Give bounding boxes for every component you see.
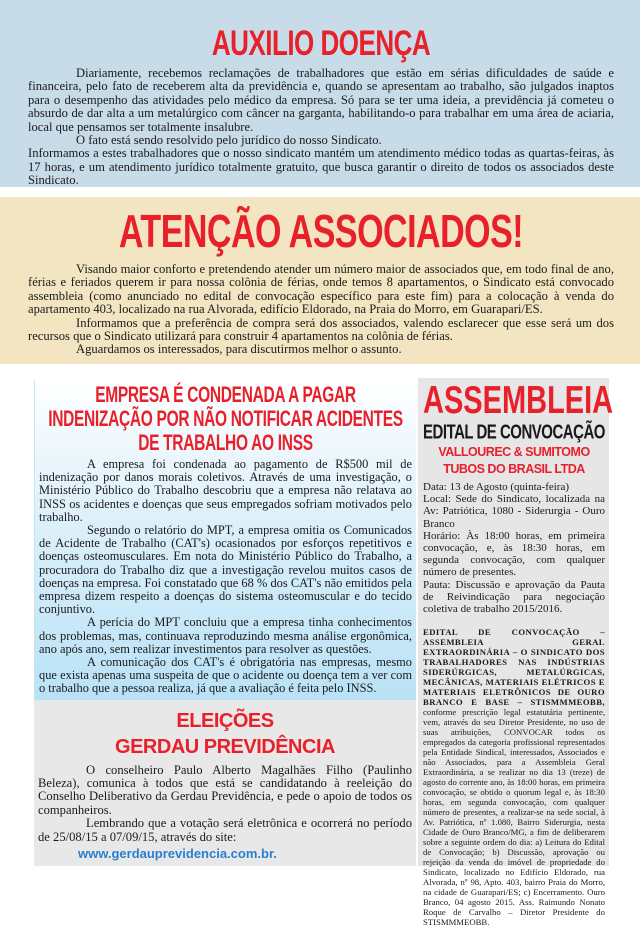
edital-text: [423, 627, 605, 927]
eleicoes-title: [38, 708, 412, 760]
empresa-title-line: INDENIZAÇÃO POR NÃO NOTIFICAR ACIDENTES: [48, 406, 403, 432]
assembleia-time: Horário: Às 18:00 horas, em primeira convocação, e, às 18:30 horas, em segunda convocação, com qualquer número de presentes.: [423, 529, 605, 579]
edital-body: conforme prescrição legal estatutária pertinente, vem, através do seu Diretor Presidente, no uso de suas atribuições, CONVOCAR todos os empregados da categoria profissional representados pela Entidade Sindical, interessados, Associados e não Associados, para a Assembleia Geral Extraordinária, a se realizar no dia 13 (treze) de agosto do corrente ano, às 18:00 horas, em primeira convocação, se obtido o quorum legal e, às 18:30 horas, em segunda convocação, com qualquer número de presentes, a realizar-se na sede social, à Av. Patriótica, nº 1.080, Bairro Siderurgia, nesta Cidade de Ouro Branco/MG, a fim de deliberarem sobre a seguinte ordem do dia: a) Leitura do Edital de Convocação; b) Discussão, aprovação ou rejeição da venda do imóvel de propriedade do Sindicato, localizado no Edifício Eldorado, rua Alvorada, nº 98, Apto. 403, bairro Praia do Morro, na cidade de Guarapari/ES; c) Encerramento. Ouro Branco, 04 agosto 2015. Ass. Raimundo Nonato Roque de Carvalho – Diretor Presidente do STISMMMEOBB.: [423, 707, 605, 927]
eleicoes-paragraph: Lembrando que a votação será eletrônica e ocorrerá no período de 25/08/15 a 07/09/15, através do site:: [38, 816, 412, 844]
auxilio-paragraph: Informamos a estes trabalhadores que o nosso sindicato mantém um atendimento médico todas as quartas-feiras, às 17 horas, e um atendimento jurídico totalmente gratuito, que busca garantir o direito de todos os associados deste Sindicato.: [28, 146, 614, 188]
auxilio-doenca-section: [0, 0, 640, 187]
company-line: TUBOS DO BRASIL LTDA: [443, 462, 585, 476]
assembleia-section: [418, 378, 614, 927]
eleicoes-title-line: ELEIÇÕES: [176, 709, 274, 732]
eleicoes-section: [34, 700, 416, 866]
empresa-title: [39, 384, 412, 456]
empresa-paragraph: A comunicação dos CAT's é obrigatória nas empresas, mesmo que exista apenas uma suspeita de que o acidente ou doença tem a ver com o trabalho que a pessoa realiza, já que a avaliação é feita pelo INSS.: [39, 655, 412, 696]
edital-subtitle: EDITAL DE CONVOCAÇÃO: [423, 420, 605, 444]
empresa-title-line: EMPRESA É CONDENADA A PAGAR: [95, 382, 356, 408]
left-column: [34, 380, 416, 866]
empresa-title-line: DE TRABALHO AO INSS: [138, 430, 313, 456]
auxilio-paragraph: Diariamente, recebemos reclamações de trabalhadores que estão em sérias dificuldades de saúde e financeira, pelo fato de receberem alta da previdência e, quando se apresentam ao trabalho, são julgados inaptos para o desempenho das atividades pelo médico da empresa. Só para se ter uma ideia, a previdência já cometeu o absurdo de dar alta a um metalúrgico com câncer na garganta, habilitando-o para trabalhar em uma área de aciaria, local que pensamos ser totalmente insalubre.: [28, 66, 614, 134]
atencao-title: ATENÇÃO ASSOCIADOS!: [118, 206, 524, 258]
assembleia-date: Data: 13 de Agosto (quinta-feira): [423, 481, 570, 493]
company-name: [423, 444, 605, 478]
auxilio-title: AUXILIO DOENÇA: [211, 22, 431, 64]
empresa-paragraph: A perícia do MPT concluiu que a empresa tinha conhecimentos dos problemas, mas, continuava reproduzindo mesma análise ergonômica, ano após ano, sem realizar investimentos para resolver as questões.: [39, 615, 412, 656]
company-line: VALLOUREC & SUMITOMO: [438, 445, 590, 459]
assembleia-title: ASSEMBLEIA: [423, 379, 614, 423]
atencao-paragraph: Visando maior conforto e pretendendo atender um número maior de associados que, em todo final de ano, férias e feriados querem ir para nossa colônia de férias, onde temos 8 apartamentos, o Sindicato está convocado assembleia (como anunciado no edital de convocação específico para este fim) para a colocação à venda do apartamento 403, localizado na rua Alvorada, edifício Eldorado, na Praia do Morro, em Guarapari/ES.: [28, 262, 614, 317]
empresa-paragraph: A empresa foi condenada ao pagamento de R$500 mil de indenização por danos morais coletivos. Através de uma investigação, o Ministério Público do Trabalho descobriu que a empresa não relatava ao INSS os acidentes e doenças que seus empregados sofriam motivados pelo trabalho.: [39, 457, 412, 524]
auxilio-paragraph: O fato está sendo resolvido pelo jurídico do nosso Sindicato.: [76, 133, 382, 148]
edital-heading: EDITAL DE CONVOCAÇÃO – ASSEMBLEIA GERAL EXTRAORDINÁRIA – O SINDICATO DOS TRABALHADORES NAS INDÚSTRIAS SIDERÚRGICAS, METALÚRGICAS, MECÂNICAS, MATERIAIS ELÉTRICOS E MATERIAIS ELETRÔNICOS DE OURO BRANCO E BASE – STISMMMEOBB,: [423, 627, 605, 708]
atencao-associados-section: [0, 197, 640, 364]
empresa-paragraph: Segundo o relatório do MPT, a empresa omitia os Comunicados de Acidente de Trabalho (CAT's) ocasionados por esforços repetitivos e doenças osteomusculares. Em nota do Ministério Público do Trabalho, a procuradora do Trabalho diz que a investigação revelou muitos casos de doenças na empresa. Foi constatado que 68 % dos CAT's não emitidos pela empresa dizem respeito a doenças do sistema osteomuscular e do tecido conjuntivo.: [39, 523, 412, 617]
atencao-paragraph: Informamos que a preferência de compra será dos associados, valendo esclarecer que esse será um dos recursos que o Sindicato utilizará para construir 4 apartamentos na colônia de férias.: [28, 315, 614, 344]
assembleia-location: Local: Sede do Sindicato, localizada na Av: Patriótica, 1080 - Siderurgia - Ouro Branco: [423, 493, 605, 530]
empresa-condenada-section: [34, 380, 416, 700]
atencao-paragraph: Aguardamos os interessados, para discutirmos melhor o assunto.: [76, 342, 402, 357]
eleicoes-paragraph: O conselheiro Paulo Alberto Magalhães Filho (Paulinho Beleza), comunica à todos que está se candidatando à reeleição do Conselho Deliberativo da Gerdau Previdência, e pede o apoio de todos os companheiros.: [38, 762, 412, 817]
eleicoes-title-line: GERDAU PREVIDÊNCIA: [115, 735, 335, 758]
gerdau-previdencia-link[interactable]: www.gerdauprevidencia.com.br.: [78, 846, 277, 862]
assembleia-agenda: Pauta: Discussão e aprovação da Pauta de Reivindicação para negociação coletiva de trabalho 2015/2016.: [423, 578, 605, 616]
